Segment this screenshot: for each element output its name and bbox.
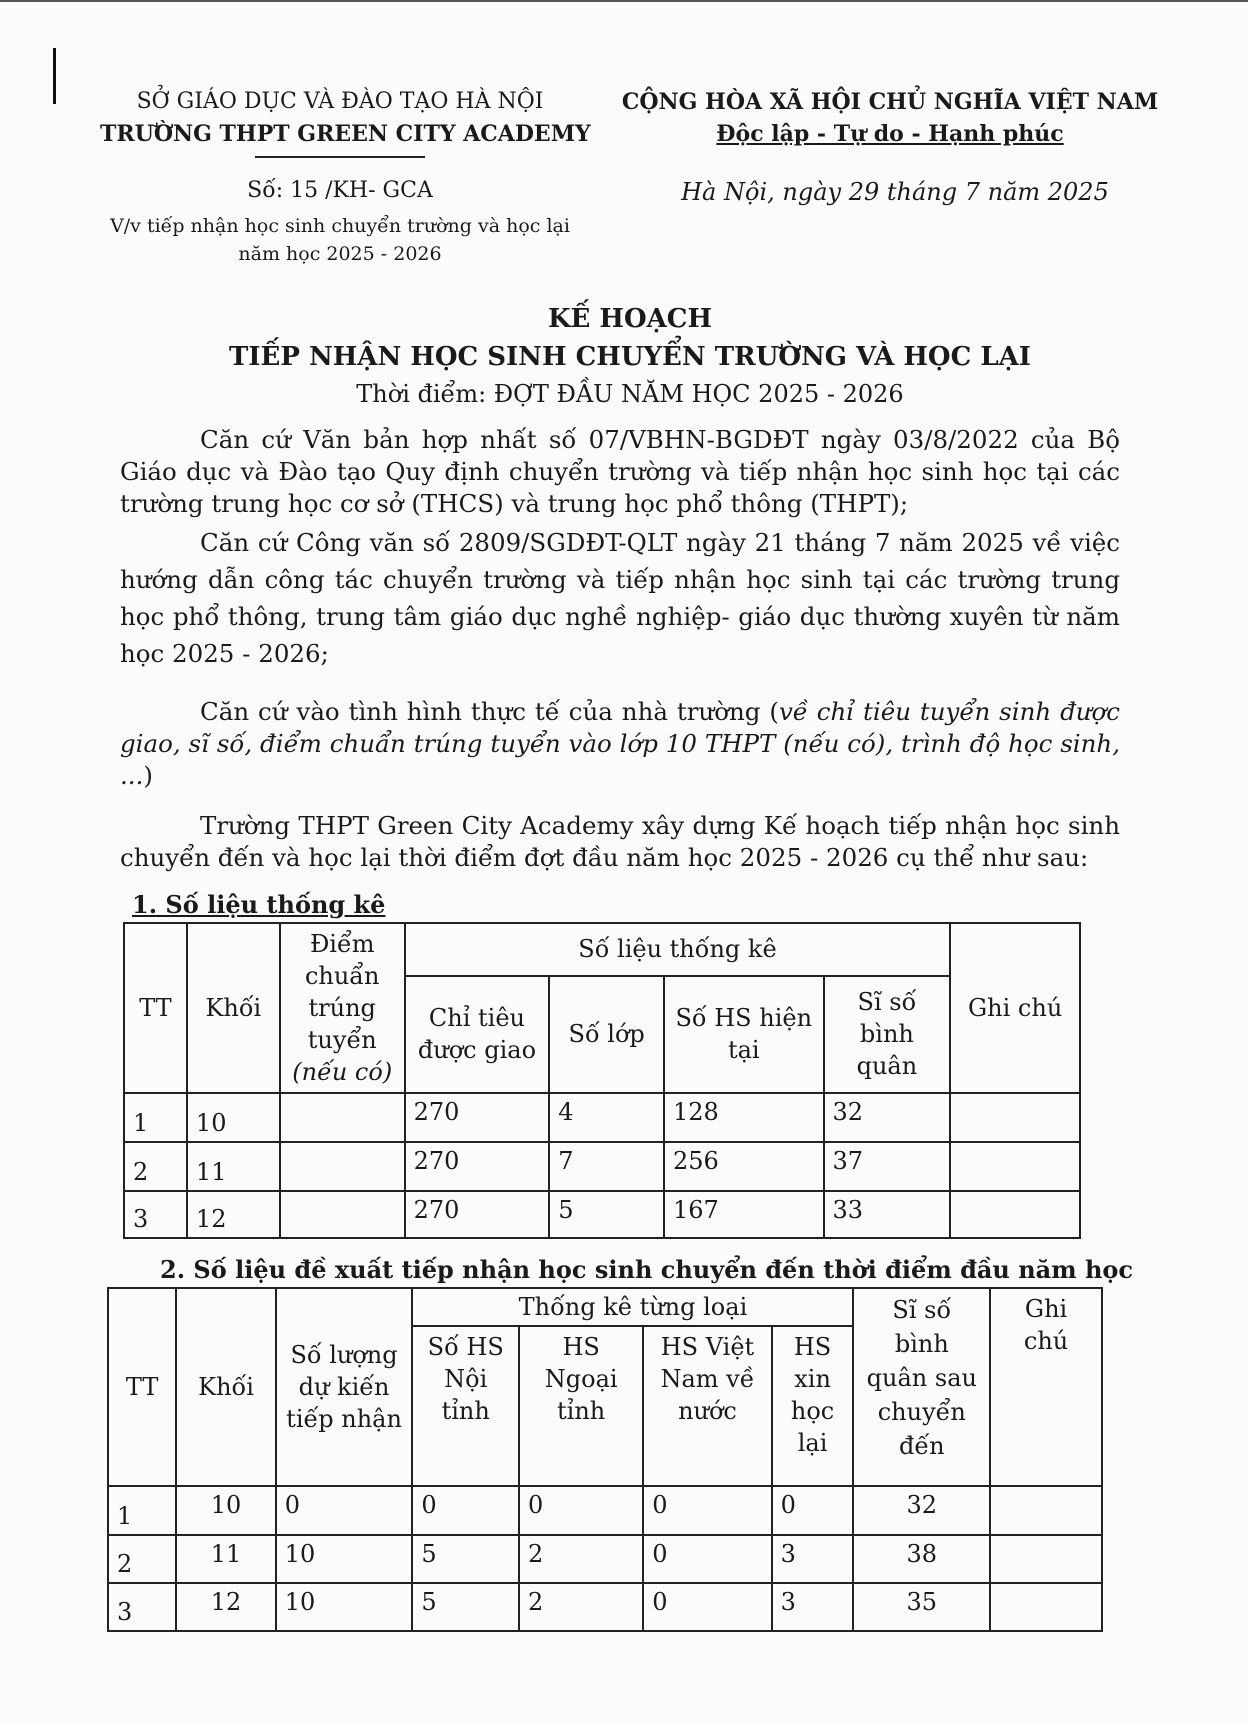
header-si-so: Sĩ số bình quân <box>824 976 951 1093</box>
table-cell: 270 <box>405 1191 550 1238</box>
header-ngoai-tinh: HS Ngoại tỉnh <box>519 1326 643 1486</box>
header-group: Thống kê từng loại <box>412 1288 853 1326</box>
table-cell: 11 <box>176 1535 275 1583</box>
table-row <box>124 1093 1080 1142</box>
table-cell: 128 <box>664 1093 824 1142</box>
table-row <box>108 1486 1102 1535</box>
table-cell: 0 <box>772 1486 854 1535</box>
header-khoi: Khối <box>176 1288 275 1486</box>
section-1-title: 1. Số liệu thống kê <box>132 890 386 919</box>
document-subject: V/v tiếp nhận học sinh chuyển trường và học lại năm học 2025 - 2026 <box>110 215 570 265</box>
divider <box>255 156 425 158</box>
table-cell: 37 <box>824 1142 951 1191</box>
header-chi-tieu: Chỉ tiêu được giao <box>405 976 550 1093</box>
table-cell <box>990 1486 1102 1535</box>
header-tt: TT <box>108 1288 176 1486</box>
table-cell: 32 <box>853 1486 990 1535</box>
paragraph-4: Trường THPT Green City Academy xây dựng Kế hoạch tiếp nhận học sinh chuyển đến và học lại thời điểm đợt đầu năm học 2025 - 2026 cụ thể như sau: <box>120 811 1120 872</box>
paragraph-3: Căn cứ vào tình hình thực tế của nhà trường (về chỉ tiêu tuyển sinh được giao, sĩ số, điểm chuẩn trúng tuyển vào lớp 10 THPT (nếu có), trình độ học sinh, ...) <box>120 697 1120 790</box>
title-line3: Thời điểm: ĐỢT ĐẦU NĂM HỌC 2025 - 2026 <box>356 380 904 408</box>
table-cell: 3 <box>108 1583 176 1631</box>
header-so-luong: Số lượng dự kiến tiếp nhận <box>276 1288 413 1486</box>
table-cell: 12 <box>187 1191 280 1238</box>
header-hoc-lai: HS xin học lại <box>772 1326 854 1486</box>
header-diem-chuan: Điểm chuẩn trúng tuyển (nếu có) <box>280 923 405 1093</box>
header-ghi-chu: Ghi chú <box>950 923 1080 1093</box>
document-number: Số: 15 /KH- GCA <box>247 178 433 203</box>
table-cell: 0 <box>276 1486 413 1535</box>
table-cell <box>950 1093 1080 1142</box>
header-viet-nam: HS Việt Nam về nước <box>643 1326 771 1486</box>
national-header <box>610 86 1170 150</box>
table-cell: 12 <box>176 1583 275 1631</box>
issuer-block <box>100 86 591 158</box>
table-cell: 33 <box>824 1191 951 1238</box>
statistics-table <box>123 922 1081 1239</box>
header-ghi-chu: Ghi chú <box>990 1288 1102 1486</box>
header-noi-tinh: Số HS Nội tỉnh <box>412 1326 519 1486</box>
table-cell: 0 <box>643 1486 771 1535</box>
table-cell: 2 <box>519 1583 643 1631</box>
table-cell <box>950 1191 1080 1238</box>
table-cell: 32 <box>824 1093 951 1142</box>
table-cell: 35 <box>853 1583 990 1631</box>
table-cell <box>280 1142 405 1191</box>
table-cell: 7 <box>549 1142 664 1191</box>
table-cell: 11 <box>187 1142 280 1191</box>
department-name: SỞ GIÁO DỤC VÀ ĐÀO TẠO HÀ NỘI <box>136 89 544 114</box>
table-cell: 256 <box>664 1142 824 1191</box>
table-cell: 3 <box>124 1191 187 1238</box>
table-row <box>124 1142 1080 1191</box>
table-cell: 0 <box>643 1535 771 1583</box>
table-cell: 0 <box>643 1583 771 1631</box>
table-row <box>108 1535 1102 1583</box>
table-cell: 4 <box>549 1093 664 1142</box>
table-cell: 10 <box>176 1486 275 1535</box>
table-cell <box>280 1093 405 1142</box>
table-cell: 3 <box>772 1583 854 1631</box>
table-cell: 5 <box>412 1583 519 1631</box>
paragraph-1: Căn cứ Văn bản hợp nhất số 07/VBHN-BGDĐT ngày 03/8/2022 của Bộ Giáo dục và Đào tạo Quy định chuyển trường và tiếp nhận học sinh học tại các trường trung học cơ sở (THCS) và trung học phổ thông (THPT); <box>120 425 1120 518</box>
header-si-so-sau: Sĩ số bình quân sau chuyển đến <box>853 1288 990 1486</box>
table-cell: 2 <box>108 1535 176 1583</box>
table-cell: 5 <box>549 1191 664 1238</box>
table-cell: 5 <box>412 1535 519 1583</box>
table-cell: 38 <box>853 1535 990 1583</box>
country-name: CỘNG HÒA XÃ HỘI CHỦ NGHĨA VIỆT NAM <box>621 89 1159 115</box>
pen-mark <box>53 48 56 104</box>
table-cell: 270 <box>405 1093 550 1142</box>
document-date: Hà Nội, ngày 29 tháng 7 năm 2025 <box>681 178 1109 206</box>
title-line1: KẾ HOẠCH <box>547 304 713 334</box>
table-cell: 2 <box>124 1142 187 1191</box>
motto: Độc lập - Tự do - Hạnh phúc <box>716 121 1064 147</box>
header-group: Số liệu thống kê <box>405 923 951 976</box>
proposal-table <box>107 1287 1103 1632</box>
table-cell: 167 <box>664 1191 824 1238</box>
table-cell: 1 <box>108 1486 176 1535</box>
table-cell <box>990 1535 1102 1583</box>
table-cell <box>950 1142 1080 1191</box>
table-cell: 10 <box>187 1093 280 1142</box>
title-line2: TIẾP NHẬN HỌC SINH CHUYỂN TRƯỜNG VÀ HỌC LẠI <box>229 342 1031 372</box>
section-2-title: 2. Số liệu đề xuất tiếp nhận học sinh chuyển đến thời điểm đầu năm học <box>160 1255 1134 1284</box>
table-cell: 10 <box>276 1535 413 1583</box>
document-title <box>100 300 1160 412</box>
table-cell <box>990 1583 1102 1631</box>
table-cell: 10 <box>276 1583 413 1631</box>
table-cell <box>280 1191 405 1238</box>
table-row <box>108 1583 1102 1631</box>
school-name: TRƯỜNG THPT GREEN CITY ACADEMY <box>100 121 591 147</box>
header-tt: TT <box>124 923 187 1093</box>
table-cell: 3 <box>772 1535 854 1583</box>
table-cell: 270 <box>405 1142 550 1191</box>
table-cell: 0 <box>412 1486 519 1535</box>
paragraph-2: Căn cứ Công văn số 2809/SGDĐT-QLT ngày 21 tháng 7 năm 2025 về việc hướng dẫn công tác chuyển trường và tiếp nhận học sinh tại các trường trung học phổ thông, trung tâm giáo dục nghề nghiệp- giáo dục thường xuyên từ năm học 2025 - 2026; <box>120 528 1120 668</box>
scan-edge-line <box>0 0 1248 2</box>
header-khoi: Khối <box>187 923 280 1093</box>
table-row <box>124 1191 1080 1238</box>
header-so-lop: Số lớp <box>549 976 664 1093</box>
table-cell: 0 <box>519 1486 643 1535</box>
table-cell: 1 <box>124 1093 187 1142</box>
table-cell: 2 <box>519 1535 643 1583</box>
header-so-hs: Số HS hiện tại <box>664 976 824 1093</box>
